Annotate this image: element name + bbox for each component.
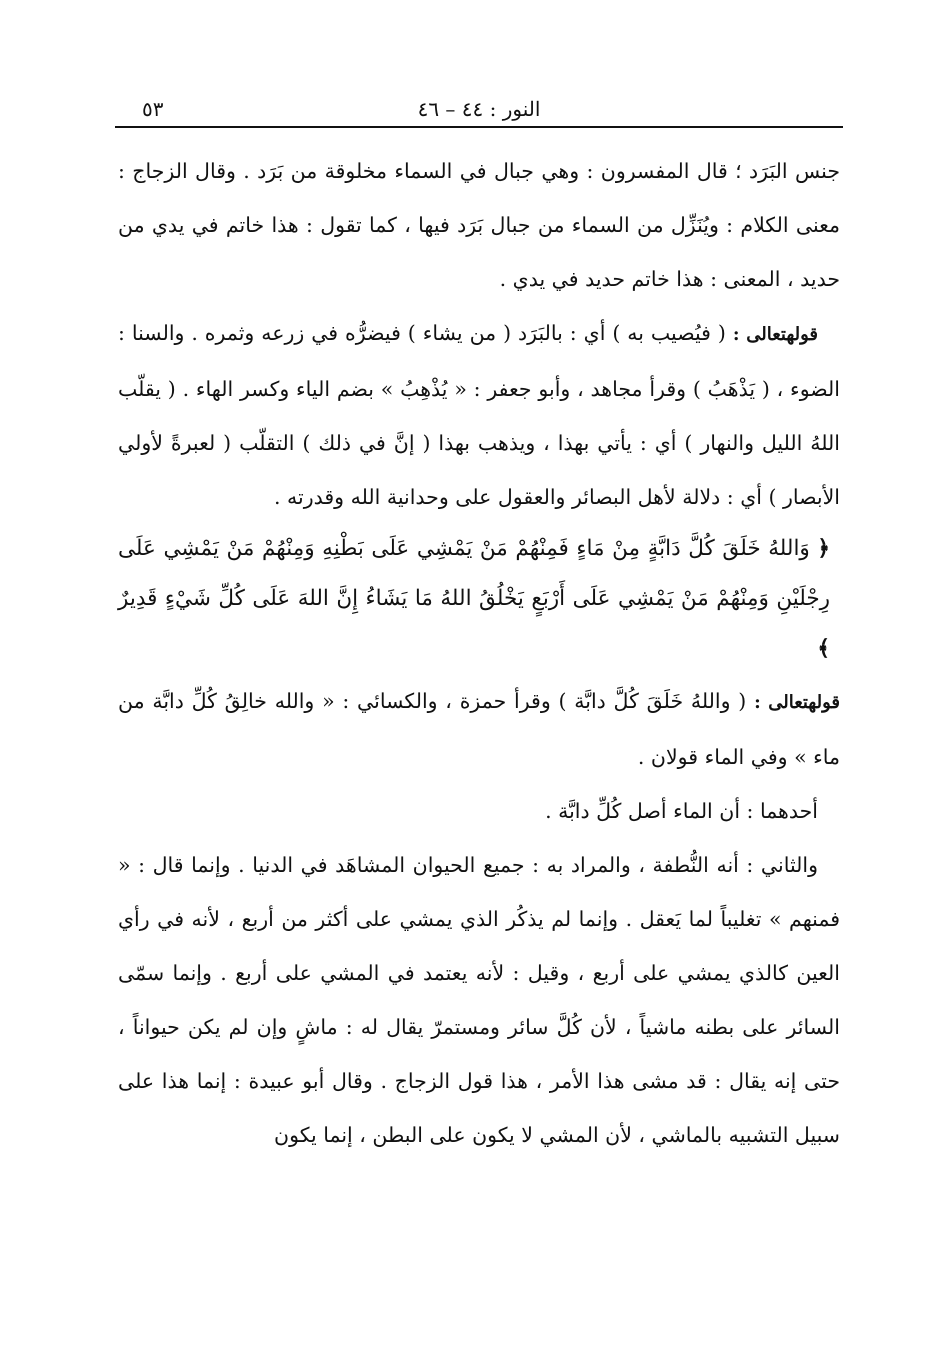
- header-rule: [115, 126, 843, 128]
- paragraph-2-text: ( فيُصيب به ) أي : بالبَرَد ( من يشاء ) فيضرُّه في زرعه وثمره . والسنا : الضوء ، ( يَذْهَبُ ) وقرأ مجاهد ، وأبو جعفر : « يُذْهِبُ » بضم الياء وكسر الهاء . ( يقلّب اللهُ الليل والنهار ) أي : يأتي بهذا ، ويذهب بهذا ( إنَّ في ذلك ) التقلّب ( لعبرةً لأولي الأبصار ) أي : دلالة لأهل البصائر والعقول على وحدانية الله وقدرته .: [118, 321, 840, 509]
- paragraph-4-text: أحدهما : أن الماء أصل كُلِّ دابَّة .: [545, 799, 818, 823]
- paragraph-1: [118, 144, 840, 306]
- paragraph-2: [118, 306, 840, 524]
- page-number: ٥٣: [142, 97, 164, 121]
- paragraph-4: [118, 784, 840, 838]
- verse-close-bracket: ﴾: [817, 636, 830, 661]
- quran-verse: [118, 524, 840, 674]
- paragraph-5: [118, 838, 840, 1162]
- page-header: [118, 96, 840, 122]
- paragraph-2-lead: قولهتعالى :: [732, 324, 818, 345]
- paragraph-3: [118, 674, 840, 784]
- paragraph-5-text: والثاني : أنه النُّطفة ، والمراد به : جميع الحيوان المشاهَد في الدنيا . وإنما قال : « فمنهم » تغليباً لما يَعقل . وإنما لم يذكُر الذي يمشي على أكثر من أربع ، لأنه في رأي العين كالذي يمشي على أربع ، وقيل : لأنه يعتمد في المشي على أربع . وإنما سمّى السائر على بطنه ماشياً ، لأن كُلَّ سائر ومستمرّ يقال له : ماشٍ وإن لم يكن حيواناً ، حتى إنه يقال : قد مشى هذا الأمر ، هذا قول الزجاج . وقال أبو عبيدة : إنما هذا على سبيل التشبيه بالماشي ، لأن المشي لا يكون على البطن ، إنما يكون: [118, 853, 840, 1147]
- verse-text: وَاللهُ خَلَقَ كُلَّ دَابَّةٍ مِنْ مَاءٍ فَمِنْهُمْ مَنْ يَمْشِي عَلَى بَطْنِهِ وَمِنْهُمْ مَنْ يَمْشِي عَلَى رِجْلَيْنِ وَمِنْهُمْ مَنْ يَمْشِي عَلَى أَرْبَعٍ يَخْلُقُ اللهُ مَا يَشَاءُ إِنَّ اللهَ عَلَى كُلِّ شَيْءٍ قَدِيرٌ: [118, 536, 830, 611]
- paragraph-3-lead: قولهتعالى :: [754, 692, 840, 713]
- verse-open-bracket: ﴿: [817, 536, 830, 561]
- page-body: [118, 144, 840, 1162]
- paragraph-3-text: ( واللهُ خَلَقَ كُلَّ دابَّة ) وقرأ حمزة ، والكسائي : « والله خالِقُ كُلِّ دابَّة من ماء » وفي الماء قولان .: [118, 689, 840, 769]
- running-title: النور : ٤٤ – ٤٦: [417, 97, 541, 121]
- paragraph-1-text: جنس البَرَد ؛ قال المفسرون : وهي جبال في السماء مخلوقة من بَرَد . وقال الزجاج : معنى الكلام : ويُنَزِّل من السماء من جبال بَرَد فيها ، كما تقول : هذا خاتم في يدي من حديد ، المعنى : هذا خاتم حديد في يدي .: [118, 159, 840, 291]
